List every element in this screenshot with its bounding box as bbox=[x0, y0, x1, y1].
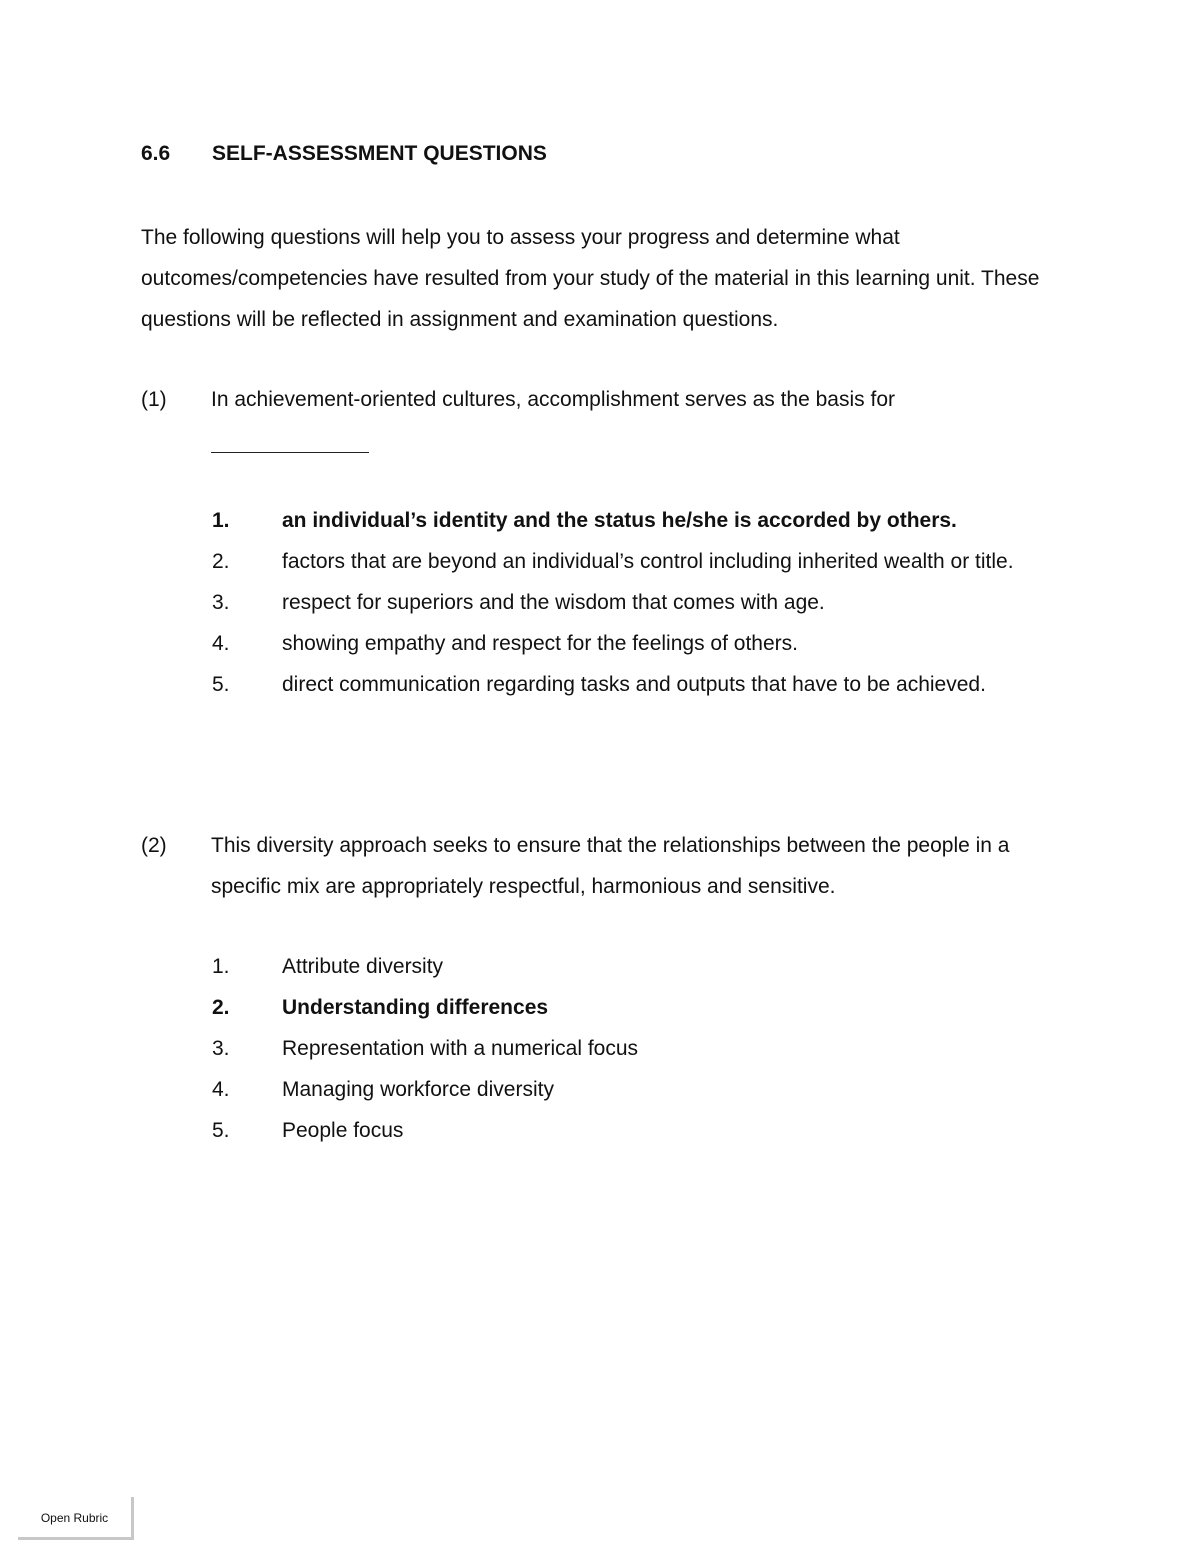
option-4 bbox=[212, 1069, 1052, 1110]
option-number: 2. bbox=[212, 996, 230, 1019]
option-number: 3. bbox=[212, 1037, 230, 1060]
question-number: (1) bbox=[141, 388, 167, 411]
option-number: 4. bbox=[212, 632, 230, 655]
option-text: factors that are beyond an individual’s control including inherited wealth or title. bbox=[282, 550, 1014, 573]
option-3 bbox=[212, 582, 1052, 623]
question-text: This diversity approach seeks to ensure that the relationships between the people in a specific mix are appropriately respectful, harmonious and sensitive. bbox=[211, 834, 1010, 898]
option-text: an individual’s identity and the status he/she is accorded by others. bbox=[282, 509, 957, 532]
option-number: 1. bbox=[212, 509, 230, 532]
option-text: respect for superiors and the wisdom that comes with age. bbox=[282, 591, 825, 614]
option-number: 2. bbox=[212, 550, 230, 573]
option-2 bbox=[212, 987, 1052, 1028]
question-1 bbox=[141, 379, 1061, 779]
option-text: direct communication regarding tasks and outputs that have to be achieved. bbox=[282, 673, 986, 696]
option-text: Understanding differences bbox=[282, 996, 549, 1019]
option-number: 3. bbox=[212, 591, 230, 614]
option-3 bbox=[212, 1028, 1052, 1069]
option-text: People focus bbox=[282, 1119, 404, 1142]
option-number: 5. bbox=[212, 673, 230, 696]
option-text: Attribute diversity bbox=[282, 955, 444, 978]
option-5 bbox=[212, 1110, 1052, 1151]
option-1 bbox=[212, 946, 1052, 987]
option-text: Representation with a numerical focus bbox=[282, 1037, 639, 1060]
open-rubric-button[interactable]: Open Rubric bbox=[18, 1497, 134, 1540]
option-text: showing empathy and respect for the feelings of others. bbox=[282, 632, 798, 655]
answer-blank-line bbox=[211, 452, 369, 453]
option-number: 1. bbox=[212, 955, 230, 978]
section-heading bbox=[141, 142, 547, 166]
options-list bbox=[212, 500, 1052, 705]
option-2 bbox=[212, 541, 1052, 582]
section-title: SELF-ASSESSMENT QUESTIONS bbox=[212, 142, 547, 165]
option-4 bbox=[212, 623, 1052, 664]
question-text: In achievement-oriented cultures, accomplishment serves as the basis for bbox=[211, 388, 895, 411]
option-number: 5. bbox=[212, 1119, 230, 1142]
intro-paragraph: The following questions will help you to assess your progress and determine what outcomes/competencies have resulted from your study of the material in this learning unit. These questions will be reflected in assignment and examination questions. bbox=[141, 226, 1040, 331]
question-number: (2) bbox=[141, 834, 167, 857]
section-number: 6.6 bbox=[141, 142, 171, 165]
options-list bbox=[212, 946, 1052, 1151]
option-1 bbox=[212, 500, 1052, 541]
option-number: 4. bbox=[212, 1078, 230, 1101]
option-text: Managing workforce diversity bbox=[282, 1078, 554, 1101]
question-2 bbox=[141, 825, 1061, 1155]
option-5 bbox=[212, 664, 1052, 705]
